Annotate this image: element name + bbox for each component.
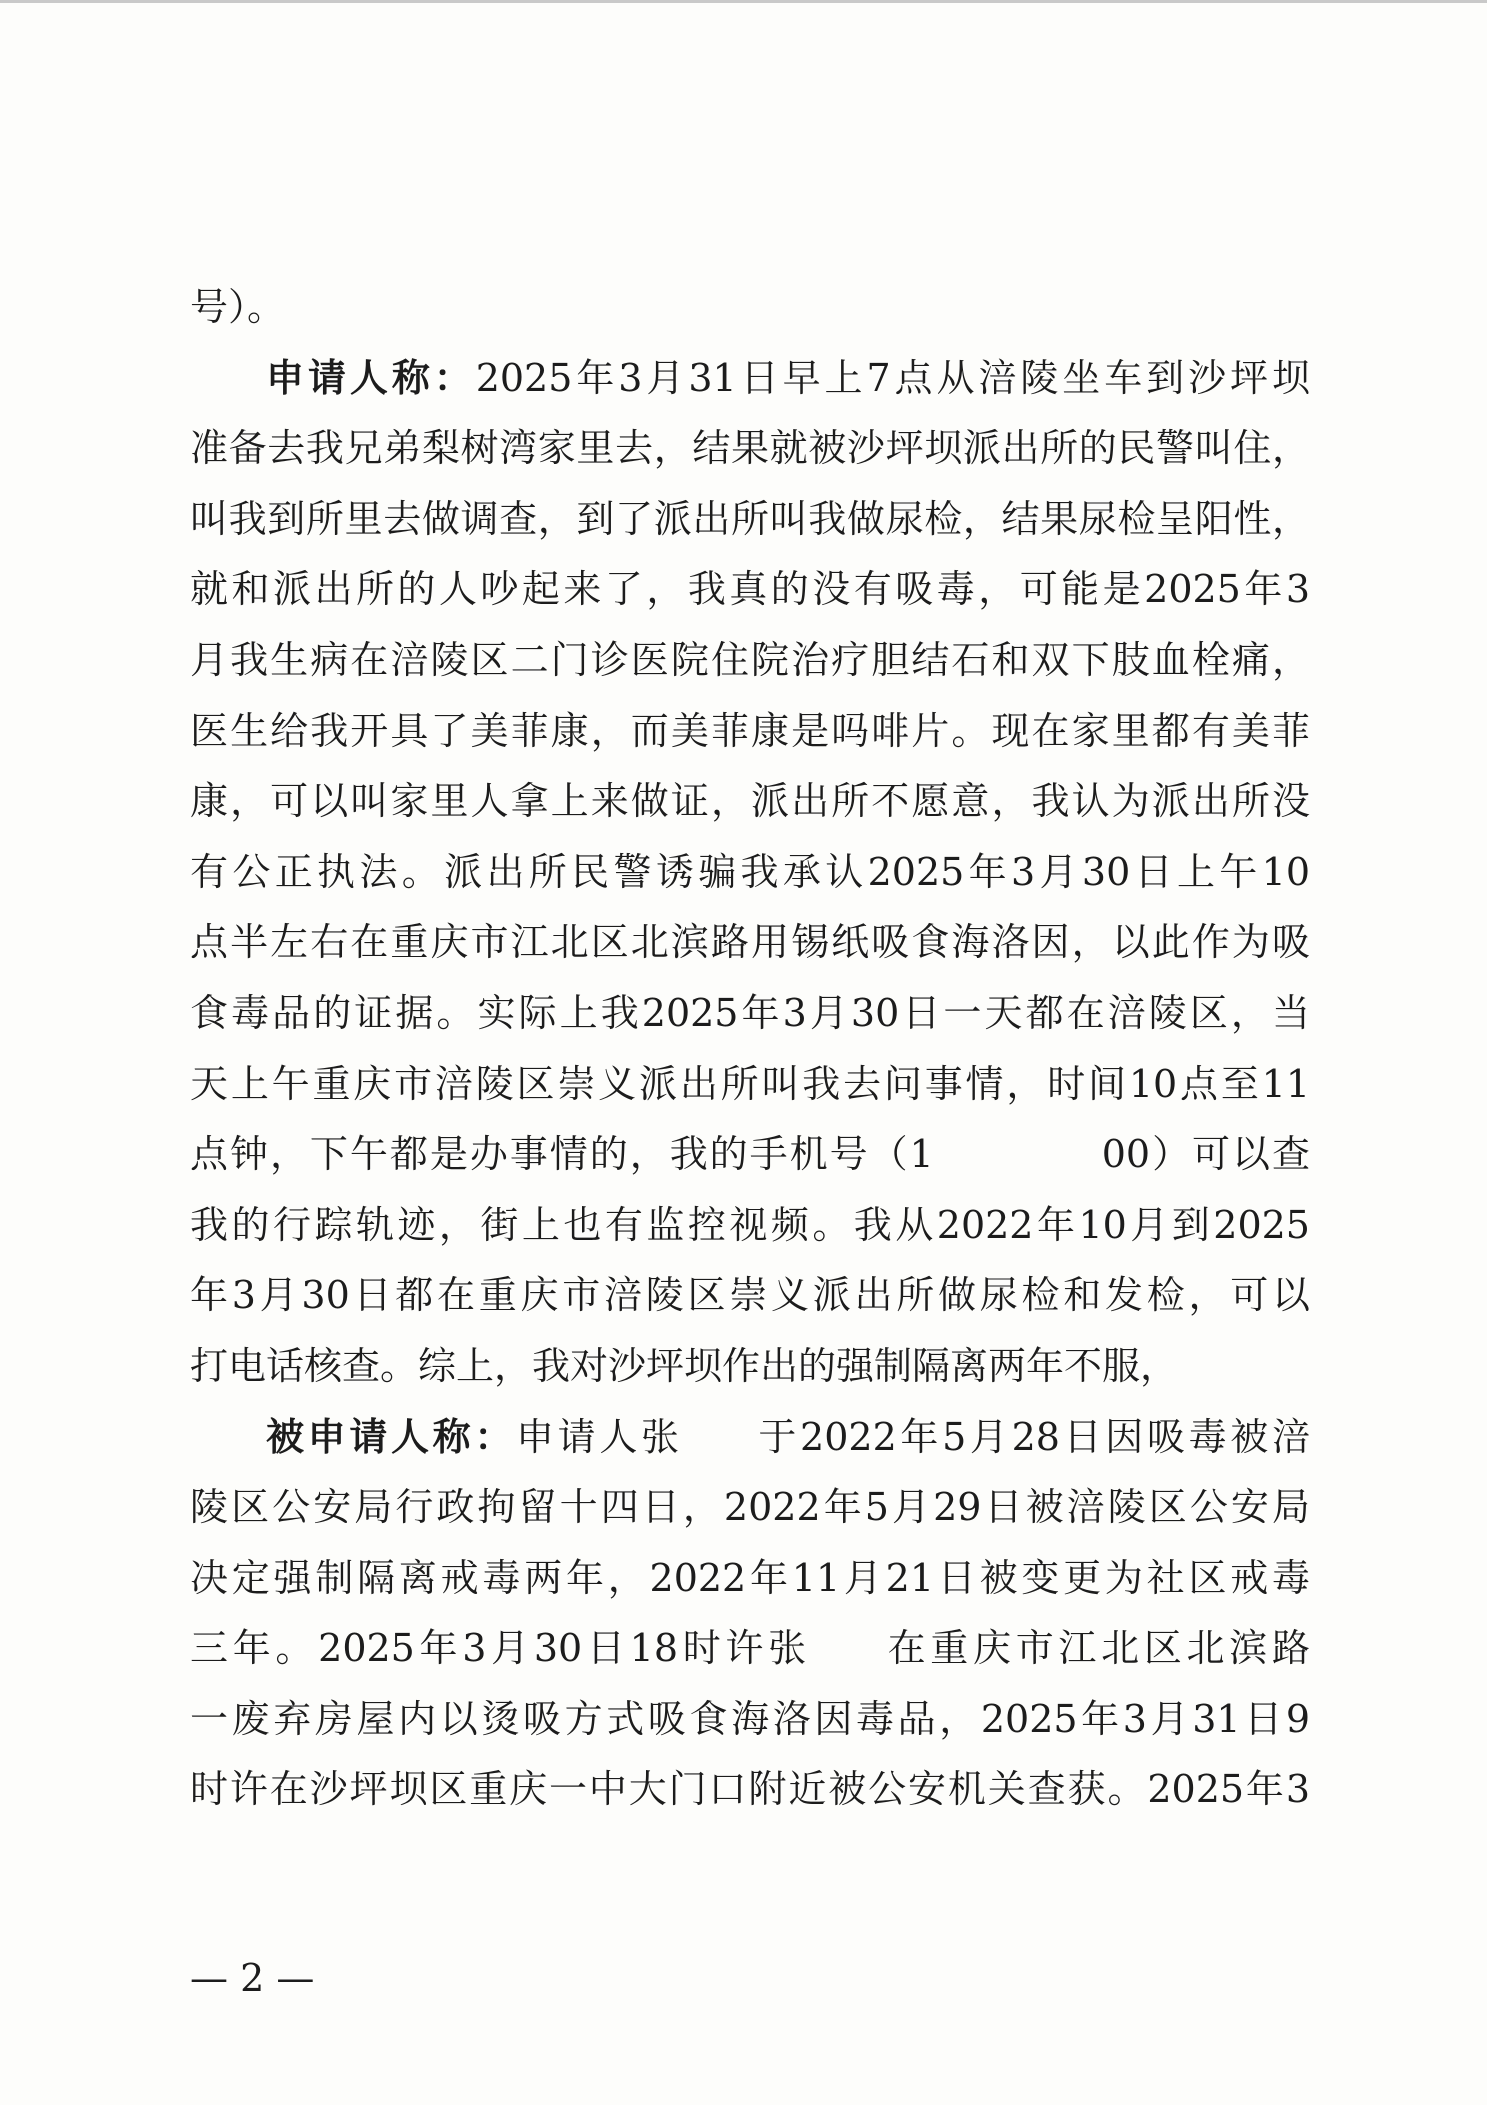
text-line: 打电话核查。综上，我对沙坪坝作出的强制隔离两年不服， — [190, 1343, 1179, 1388]
applicant-paragraph-first-line: 申请人称：2025年3月31日早上7点从涪陵坐车到沙坪坝 — [266, 354, 1310, 400]
text-line: 三年。2025年3月30日18时许张 在重庆市江北区北滨路 — [190, 1613, 1310, 1684]
text-line: 陵区公安局行政拘留十四日，2022年5月29日被涪陵区公安局 — [190, 1485, 1310, 1530]
redacted-phone-segment — [934, 1119, 1102, 1190]
text-line: 时许在沙坪坝区重庆一中大门口附近被公安机关查获。2025年3 — [190, 1767, 1310, 1812]
document-body — [190, 272, 1310, 1825]
redacted-name — [683, 1402, 755, 1473]
text-line: 准备去我兄弟梨树湾家里去，结果就被沙坪坝派出所的民警叫住， — [190, 426, 1310, 471]
top-edge-rule — [0, 0, 1487, 3]
text-line: 年3月30日都在重庆市涪陵区崇义派出所做尿检和发检，可以 — [190, 1273, 1310, 1318]
text-line: 康，可以叫家里人拿上来做证，派出所不愿意，我认为派出所没 — [190, 779, 1310, 824]
text-line: 月我生病在涪陵区二门诊医院住院治疗胆结石和双下肢血栓痛， — [190, 637, 1310, 682]
respondent-paragraph-first-line: 被申请人称：申请人张 于2022年5月28日因吸毒被涪 — [190, 1402, 1310, 1473]
text-line: 点半左右在重庆市江北区北滨路用锡纸吸食海洛因，以此作为吸 — [190, 920, 1310, 965]
text-line: 叫我到所里去做调查，到了派出所叫我做尿检，结果尿检呈阳性， — [190, 496, 1310, 541]
text-line: 我的行踪轨迹，街上也有监控视频。我从2022年10月到2025 — [190, 1202, 1310, 1247]
text-line: 有公正执法。派出所民警诱骗我承认2025年3月30日上午10 — [190, 849, 1310, 894]
redacted-name — [811, 1613, 883, 1684]
text-line: 医生给我开具了美菲康，而美菲康是吗啡片。现在家里都有美菲 — [190, 708, 1310, 753]
text-line: 决定强制隔离戒毒两年，2022年11月21日被变更为社区戒毒 — [190, 1555, 1310, 1600]
applicant-label: 申请人称： — [266, 354, 476, 400]
text-line: 一废弃房屋内以烫吸方式吸食海洛因毒品，2025年3月31日9 — [190, 1696, 1310, 1741]
respondent-label: 被申请人称： — [266, 1413, 517, 1459]
text-line: 天上午重庆市涪陵区崇义派出所叫我去问事情，时间10点至11 — [190, 1061, 1310, 1106]
text-line: 点钟，下午都是办事情的，我的手机号（1 00）可以查 — [190, 1119, 1310, 1190]
page-number: — 2 — — [190, 1956, 315, 2000]
text-line: 号）。 — [190, 285, 286, 329]
text-line: 就和派出所的人吵起来了，我真的没有吸毒，可能是2025年3 — [190, 567, 1310, 612]
text-line: 食毒品的证据。实际上我2025年3月30日一天都在涪陵区，当 — [190, 990, 1310, 1035]
